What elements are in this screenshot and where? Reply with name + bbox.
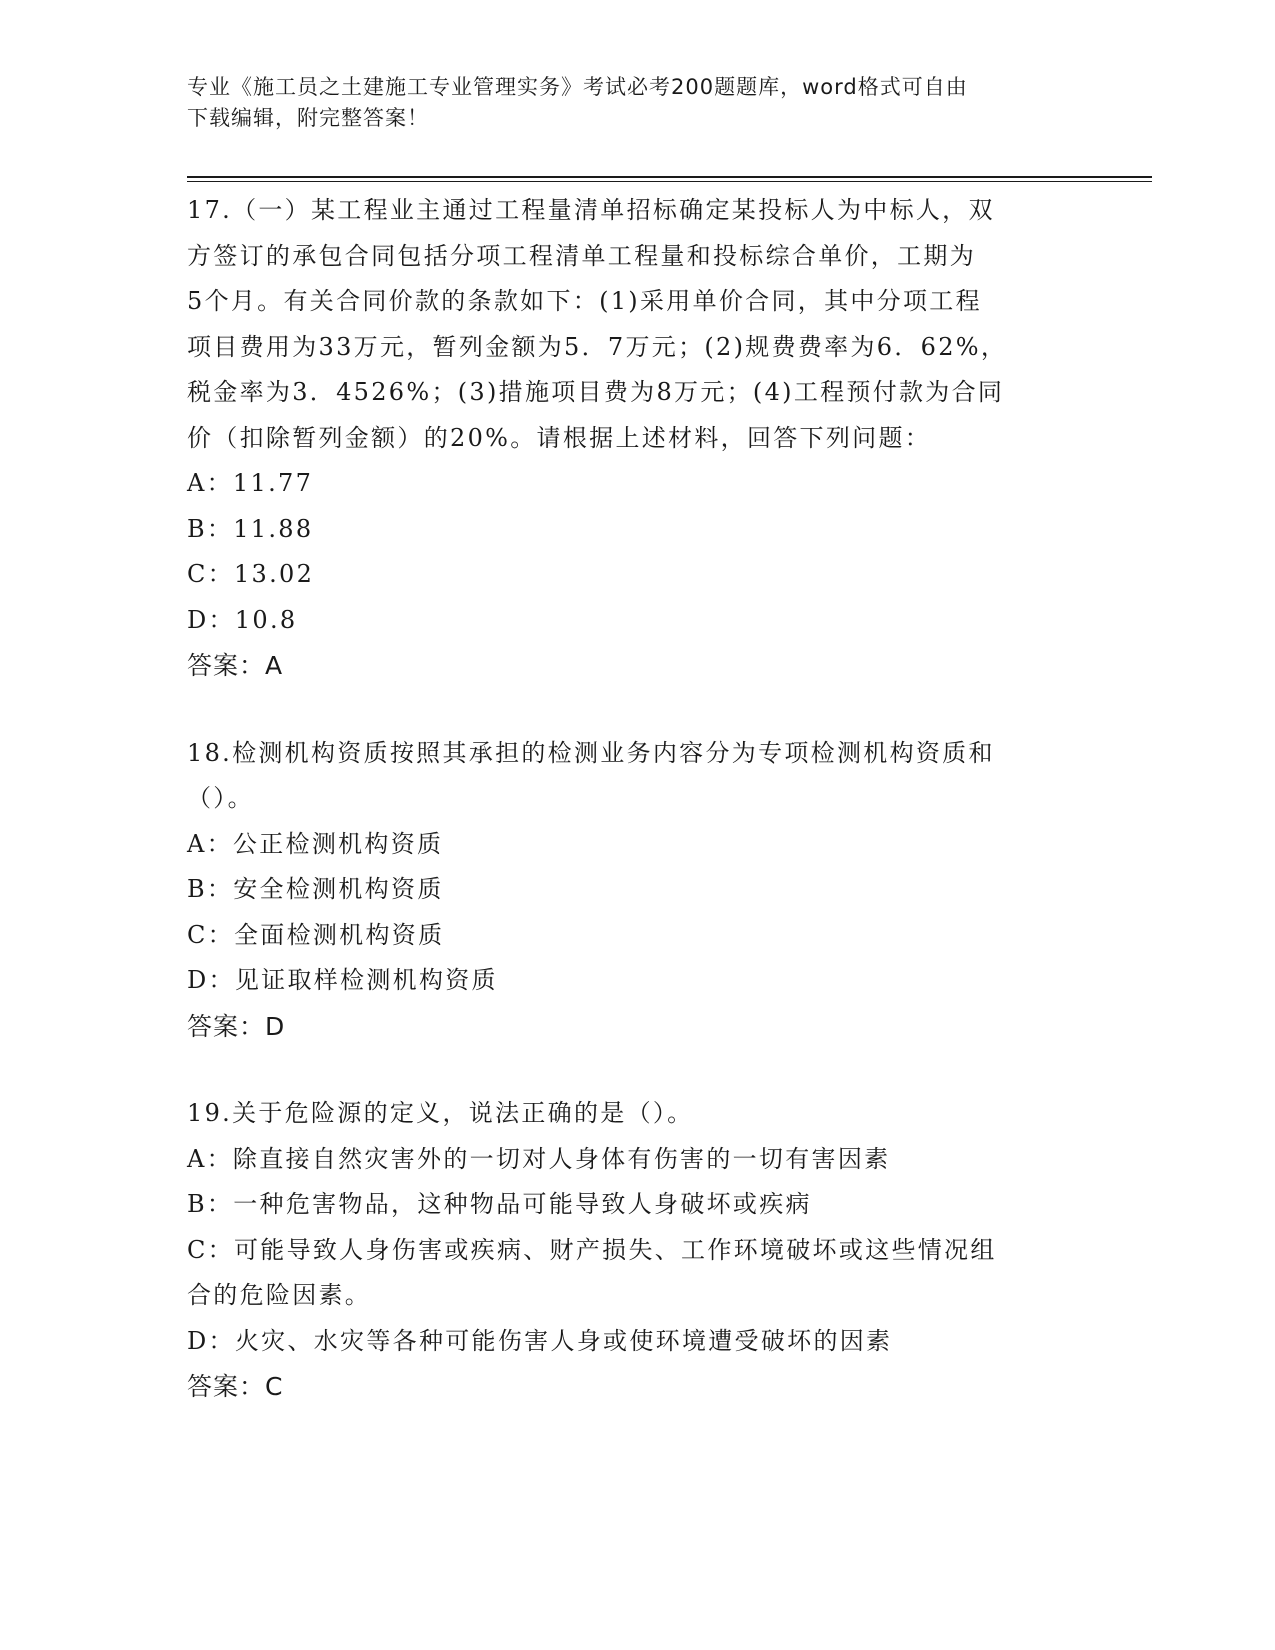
question-17 xyxy=(187,188,1087,689)
option-a: A：公正检测机构资质 xyxy=(187,829,444,858)
option-d: D：10.8 xyxy=(187,605,298,634)
question-stem-line: （）。 xyxy=(187,784,254,812)
option-c: C：13.02 xyxy=(187,560,315,588)
header-divider xyxy=(187,176,1152,182)
page-header xyxy=(187,72,1087,134)
question-18 xyxy=(187,731,1087,1050)
question-stem-line: 17.（一）某工程业主通过工程量清单招标确定某投标人为中标人，双 xyxy=(187,196,995,224)
answer-label: 答案：D xyxy=(187,1011,286,1041)
question-stem-line: 19.关于危险源的定义，说法正确的是（）。 xyxy=(187,1099,694,1127)
header-line-2: 下载编辑，附完整答案！ xyxy=(187,106,429,130)
question-stem-line: 项目费用为33万元，暂列金额为5．7万元；(2)规费费率为6．62%， xyxy=(187,332,1008,361)
question-stem-line: 价（扣除暂列金额）的20%。请根据上述材料，回答下列问题： xyxy=(187,423,932,452)
option-c: C：可能导致人身伤害或疾病、财产损失、工作环境破坏或这些情况组 xyxy=(187,1235,997,1264)
question-stem-line: 税金率为3．4526%；(3)措施项目费为8万元；(4)工程预付款为合同 xyxy=(187,378,1005,406)
option-a: A：除直接自然灾害外的一切对人身体有伤害的一切有害因素 xyxy=(187,1144,891,1173)
header-line-1: 专业《施工员之土建施工专业管理实务》考试必考200题题库，word格式可自由 xyxy=(187,75,968,99)
option-d: D：见证取样检测机构资质 xyxy=(187,966,498,994)
option-b: B：11.88 xyxy=(187,514,314,543)
option-c-continued: 合的危险因素。 xyxy=(187,1281,372,1309)
option-d: D：火灾、水灾等各种可能伤害人身或使环境遭受破坏的因素 xyxy=(187,1326,893,1355)
option-b: B：一种危害物品，这种物品可能导致人身破坏或疾病 xyxy=(187,1190,812,1218)
answer-label: 答案：C xyxy=(187,1372,284,1401)
answer-label: 答案：A xyxy=(187,651,284,680)
question-list xyxy=(187,188,1087,1452)
question-stem-line: 5个月。有关合同价款的条款如下：(1)采用单价合同，其中分项工程 xyxy=(187,287,982,315)
option-c: C：全面检测机构资质 xyxy=(187,920,445,949)
option-b: B：安全检测机构资质 xyxy=(187,875,444,903)
option-a: A：11.77 xyxy=(187,469,314,497)
question-19 xyxy=(187,1091,1087,1410)
question-stem-line: 18.检测机构资质按照其承担的检测业务内容分为专项检测机构资质和 xyxy=(187,738,995,767)
question-stem-line: 方签订的承包合同包括分项工程清单工程量和投标综合单价，工期为 xyxy=(187,241,976,270)
